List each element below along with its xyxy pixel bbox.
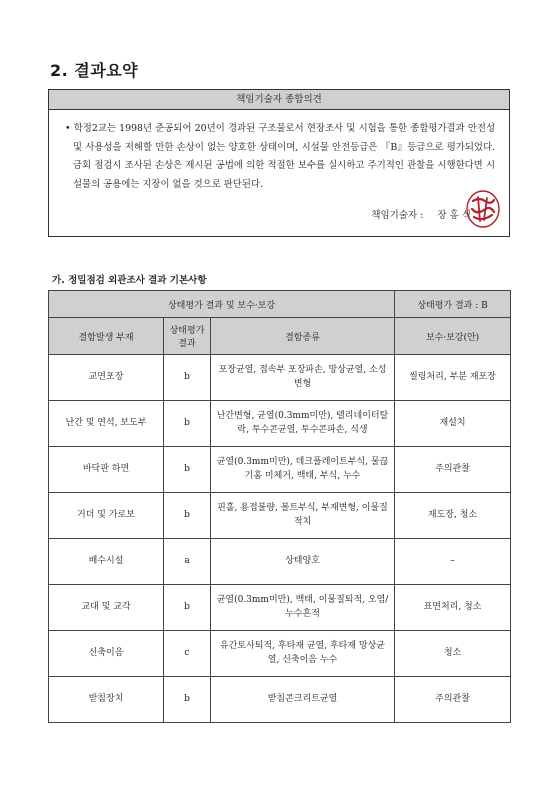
cell-defects: 난간변형, 균열(0.3mm미만), 텔리네이터탈락, 투수콘균열, 투수콘파손, 식생 (211, 401, 395, 447)
opinion-text: • 학정2교는 1998년 준공되어 20년이 경과된 구조물로서 현장조사 및 시험을 통한 종합평가결과 안전성 및 사용성을 저해할 만한 손상이 없는 양호한 상태이며, 시설물 안전등급은 『B』등급으로 평가되었다. 금회 점검시 조사된 손상은 제시된 공법에 의한 적절한 보수를 실시하고 주기적인 관찰을 시행한다면 시설물의 공용에는 지장이 없을 것으로 판단된다. (65, 123, 495, 190)
cell-member: 신축이음 (49, 631, 164, 677)
opinion-box (48, 89, 510, 237)
cell-defects: 균열(0.3mm미만), 백태, 이물질퇴적, 오염/누수흔적 (211, 585, 395, 631)
col-header-repair: 보수·보강(안) (395, 318, 511, 355)
cell-member: 교면포장 (49, 355, 164, 401)
cell-grade: b (164, 355, 211, 401)
opinion-header: 책임기술자 종합의견 (49, 90, 509, 110)
signature-seal (465, 189, 501, 229)
cell-grade: c (164, 631, 211, 677)
cell-grade: b (164, 447, 211, 493)
cell-grade: b (164, 677, 211, 723)
signer-label: 책임기술자 : (371, 210, 424, 221)
cell-repair: 주의관찰 (395, 677, 511, 723)
table-row (49, 401, 511, 447)
cell-grade: b (164, 585, 211, 631)
cell-grade: b (164, 493, 211, 539)
table-row (49, 447, 511, 493)
section-title: 2. 결과요약 (50, 61, 139, 80)
cell-member: 받침장치 (49, 677, 164, 723)
cell-grade: a (164, 539, 211, 585)
table-row (49, 355, 511, 401)
table-row (49, 493, 511, 539)
inspection-table (48, 290, 511, 723)
cell-defects: 포장균열, 접속부 포장파손, 망상균열, 소성변형 (211, 355, 395, 401)
cell-member: 난간 및 연석, 보도부 (49, 401, 164, 447)
cell-repair: 청소 (395, 631, 511, 677)
cell-member: 배수시설 (49, 539, 164, 585)
col-header-grade: 상태평가 결과 (164, 318, 211, 355)
cell-repair: 표면처리, 청소 (395, 585, 511, 631)
col-header-member: 결함발생 부재 (49, 318, 164, 355)
cell-defects: 핀홀, 용접불량, 볼트부식, 부재변형, 이물질적치 (211, 493, 395, 539)
cell-defects: 상태양호 (211, 539, 395, 585)
subsection-title: 가. 정밀점검 외관조사 결과 기본사항 (52, 275, 207, 286)
cell-repair: 주의관찰 (395, 447, 511, 493)
cell-repair: – (395, 539, 511, 585)
col-header-defects: 결함종류 (211, 318, 395, 355)
cell-member: 교대 및 교각 (49, 585, 164, 631)
cell-repair: 재설치 (395, 401, 511, 447)
table-row (49, 631, 511, 677)
cell-defects: 유간토사퇴적, 후타재 균열, 후타재 망상균열, 신축이음 누수 (211, 631, 395, 677)
cell-member: 바닥판 하면 (49, 447, 164, 493)
table-row (49, 677, 511, 723)
cell-grade: b (164, 401, 211, 447)
signer-name: 장 홍 식 (437, 210, 471, 221)
signature-row (371, 207, 471, 221)
table-row (49, 585, 511, 631)
cell-member: 거더 및 가로보 (49, 493, 164, 539)
table-top-header-right: 상태평가 결과 : B (395, 291, 511, 318)
table-top-header-left: 상태평가 결과 및 보수·보강 (49, 291, 395, 318)
cell-defects: 균열(0.3mm미만), 데크플레이트부식, 물끊기홈 미체거, 백태, 부식, 누수 (211, 447, 395, 493)
cell-repair: 씰링처리, 부분 재포장 (395, 355, 511, 401)
table-row (49, 539, 511, 585)
cell-repair: 재도장, 청소 (395, 493, 511, 539)
cell-defects: 받침콘크리트균열 (211, 677, 395, 723)
